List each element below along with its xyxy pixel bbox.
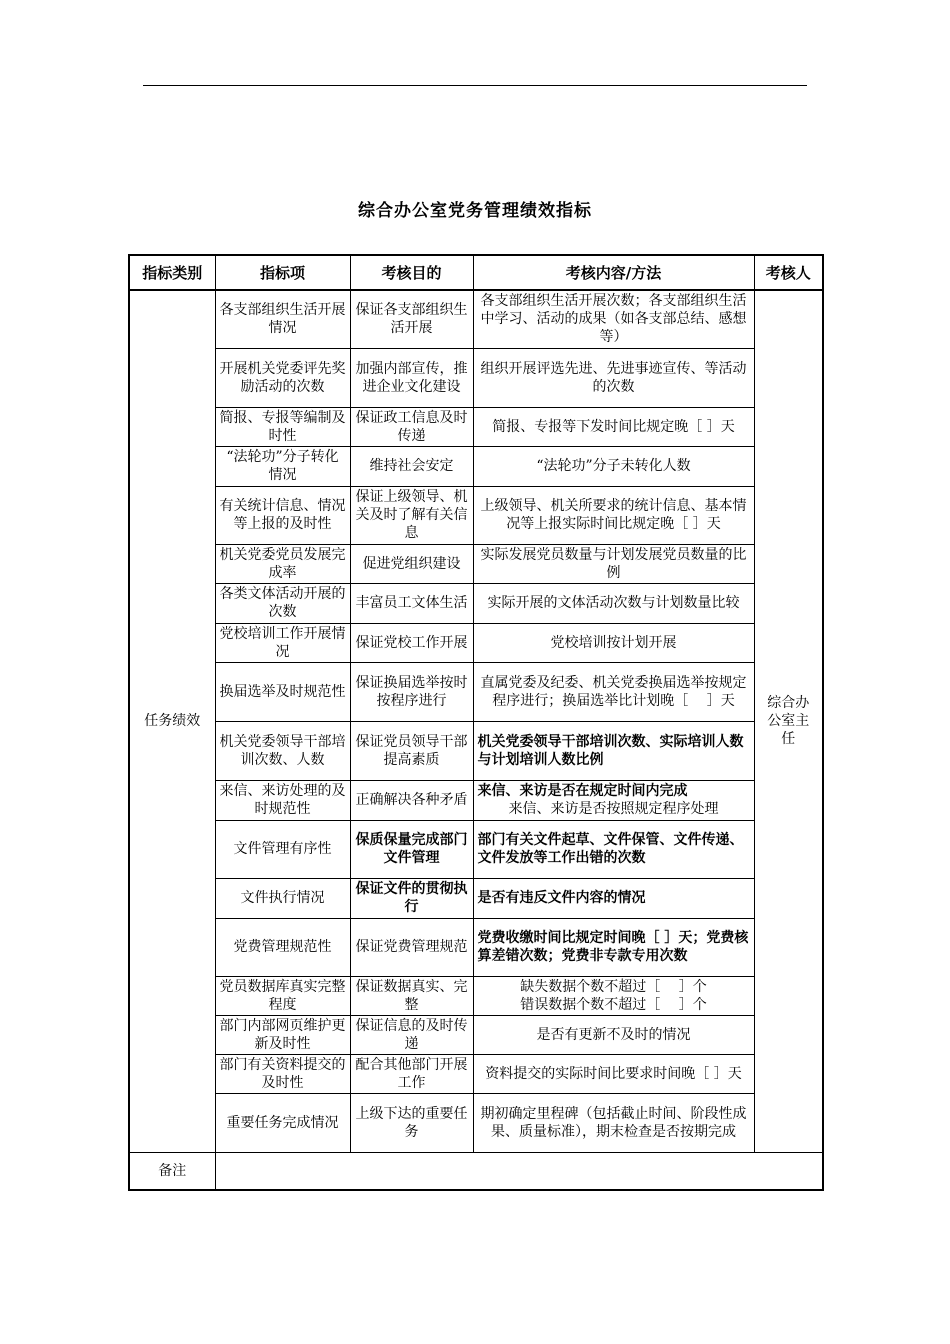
item-cell: 有关统计信息、情况等上报的及时性	[215, 486, 350, 544]
item-cell: 文件执行情况	[215, 878, 350, 918]
item-cell: 机关党委党员发展完成率	[215, 544, 350, 583]
method-cell	[473, 976, 754, 1015]
header-category: 指标类别	[129, 255, 215, 290]
method-line: 错误数据个数不超过［ ］个	[520, 996, 707, 1013]
page-title: 综合办公室党务管理绩效指标	[358, 201, 592, 221]
method-cell: 是否有违反文件内容的情况	[473, 878, 754, 918]
purpose-cell: 保证上级领导、机关及时了解有关信息	[350, 486, 473, 544]
table-row	[129, 407, 823, 446]
method-cell: 组织开展评选先进、先进事迹宣传、等活动的次数	[473, 348, 754, 407]
table-row	[129, 878, 823, 918]
purpose-cell: 保证数据真实、完整	[350, 976, 473, 1015]
remark-row	[129, 1152, 823, 1190]
purpose-cell: 保证换届选举按时按程序进行	[350, 662, 473, 721]
method-cell: 各支部组织生活开展次数；各支部组织生活中学习、活动的成果（如各支部总结、感想等）	[473, 290, 754, 348]
method-cell: 部门有关文件起草、文件保管、文件传递、文件发放等工作出错的次数	[473, 820, 754, 878]
purpose-cell: 保质保量完成部门文件管理	[350, 820, 473, 878]
method-cell: 机关党委领导干部培训次数、实际培训人数与计划培训人数比例	[473, 721, 754, 780]
remark-value	[215, 1152, 823, 1190]
method-cell: 资料提交的实际时间比要求时间晚［ ］天	[473, 1054, 754, 1093]
item-cell: 部门内部网页维护更新及时性	[215, 1015, 350, 1054]
table-header-row	[129, 255, 823, 290]
assessor-cell: 综合办公室主任	[754, 290, 823, 1152]
category-cell: 任务绩效	[129, 290, 215, 1152]
purpose-cell: 保证信息的及时传递	[350, 1015, 473, 1054]
table-row	[129, 976, 823, 1015]
item-cell: 党校培训工作开展情况	[215, 623, 350, 662]
table-row	[129, 623, 823, 662]
header-purpose: 考核目的	[350, 255, 473, 290]
method-line: 来信、来访是否按照规定程序处理	[508, 801, 719, 817]
method-line-bold: 来信、来访是否在规定时间内完成	[477, 783, 688, 799]
table-row	[129, 348, 823, 407]
item-cell: 开展机关党委评先奖励活动的次数	[215, 348, 350, 407]
item-cell: 党员数据库真实完整程度	[215, 976, 350, 1015]
table-row	[129, 583, 823, 623]
item-cell: 部门有关资料提交的及时性	[215, 1054, 350, 1093]
method-cell: 期初确定里程碑（包括截止时间、阶段性成果、质量标准），期末检查是否按期完成	[473, 1093, 754, 1152]
method-cell: 党校培训按计划开展	[473, 623, 754, 662]
table-row	[129, 780, 823, 820]
method-cell: “法轮功”分子未转化人数	[473, 446, 754, 486]
item-cell: 机关党委领导干部培训次数、人数	[215, 721, 350, 780]
item-cell: 文件管理有序性	[215, 820, 350, 878]
header-item: 指标项	[215, 255, 350, 290]
item-cell: 重要任务完成情况	[215, 1093, 350, 1152]
purpose-cell: 丰富员工文体生活	[350, 583, 473, 623]
method-cell: 实际开展的文体活动次数与计划数量比较	[473, 583, 754, 623]
item-cell: 党费管理规范性	[215, 918, 350, 976]
purpose-cell: 保证党校工作开展	[350, 623, 473, 662]
purpose-cell: 促进党组织建设	[350, 544, 473, 583]
table-row	[129, 1054, 823, 1093]
table-row	[129, 544, 823, 583]
item-cell: 换届选举及时规范性	[215, 662, 350, 721]
table-row	[129, 1015, 823, 1054]
kpi-table	[128, 254, 824, 1191]
method-cell: 是否有更新不及时的情况	[473, 1015, 754, 1054]
item-cell: 各类文体活动开展的次数	[215, 583, 350, 623]
table-row	[129, 446, 823, 486]
table-row	[129, 290, 823, 348]
purpose-cell: 保证党员领导干部提高素质	[350, 721, 473, 780]
purpose-cell: 正确解决各种矛盾	[350, 780, 473, 820]
header-method: 考核内容/方法	[473, 255, 754, 290]
purpose-cell: 维持社会安定	[350, 446, 473, 486]
header-rule	[143, 85, 807, 86]
remark-label: 备注	[129, 1152, 215, 1190]
purpose-cell: 配合其他部门开展工作	[350, 1054, 473, 1093]
header-assessor: 考核人	[754, 255, 823, 290]
purpose-cell: 上级下达的重要任务	[350, 1093, 473, 1152]
table-row	[129, 721, 823, 780]
method-cell	[473, 780, 754, 820]
purpose-cell: 保证各支部组织生活开展	[350, 290, 473, 348]
table-row	[129, 918, 823, 976]
item-cell: 各支部组织生活开展情况	[215, 290, 350, 348]
purpose-cell: 保证文件的贯彻执行	[350, 878, 473, 918]
item-cell: 来信、来访处理的及时规范性	[215, 780, 350, 820]
purpose-cell: 保证政工信息及时传递	[350, 407, 473, 446]
method-cell: 直属党委及纪委、机关党委换届选举按规定程序进行；换届选举比计划晚［ ］天	[473, 662, 754, 721]
table-row	[129, 662, 823, 721]
table-row	[129, 1093, 823, 1152]
purpose-cell: 保证党费管理规范	[350, 918, 473, 976]
table-row	[129, 486, 823, 544]
method-cell: 上级领导、机关所要求的统计信息、基本情况等上报实际时间比规定晚［ ］天	[473, 486, 754, 544]
method-cell: 党费收缴时间比规定时间晚［ ］天；党费核算差错次数；党费非专款专用次数	[473, 918, 754, 976]
method-cell: 实际发展党员数量与计划发展党员数量的比例	[473, 544, 754, 583]
method-line: 缺失数据个数不超过［ ］个	[520, 978, 707, 995]
item-cell: “法轮功”分子转化情况	[215, 446, 350, 486]
item-cell: 简报、专报等编制及时性	[215, 407, 350, 446]
method-cell: 简报、专报等下发时间比规定晚［ ］天	[473, 407, 754, 446]
table-row	[129, 820, 823, 878]
purpose-cell: 加强内部宣传，推进企业文化建设	[350, 348, 473, 407]
